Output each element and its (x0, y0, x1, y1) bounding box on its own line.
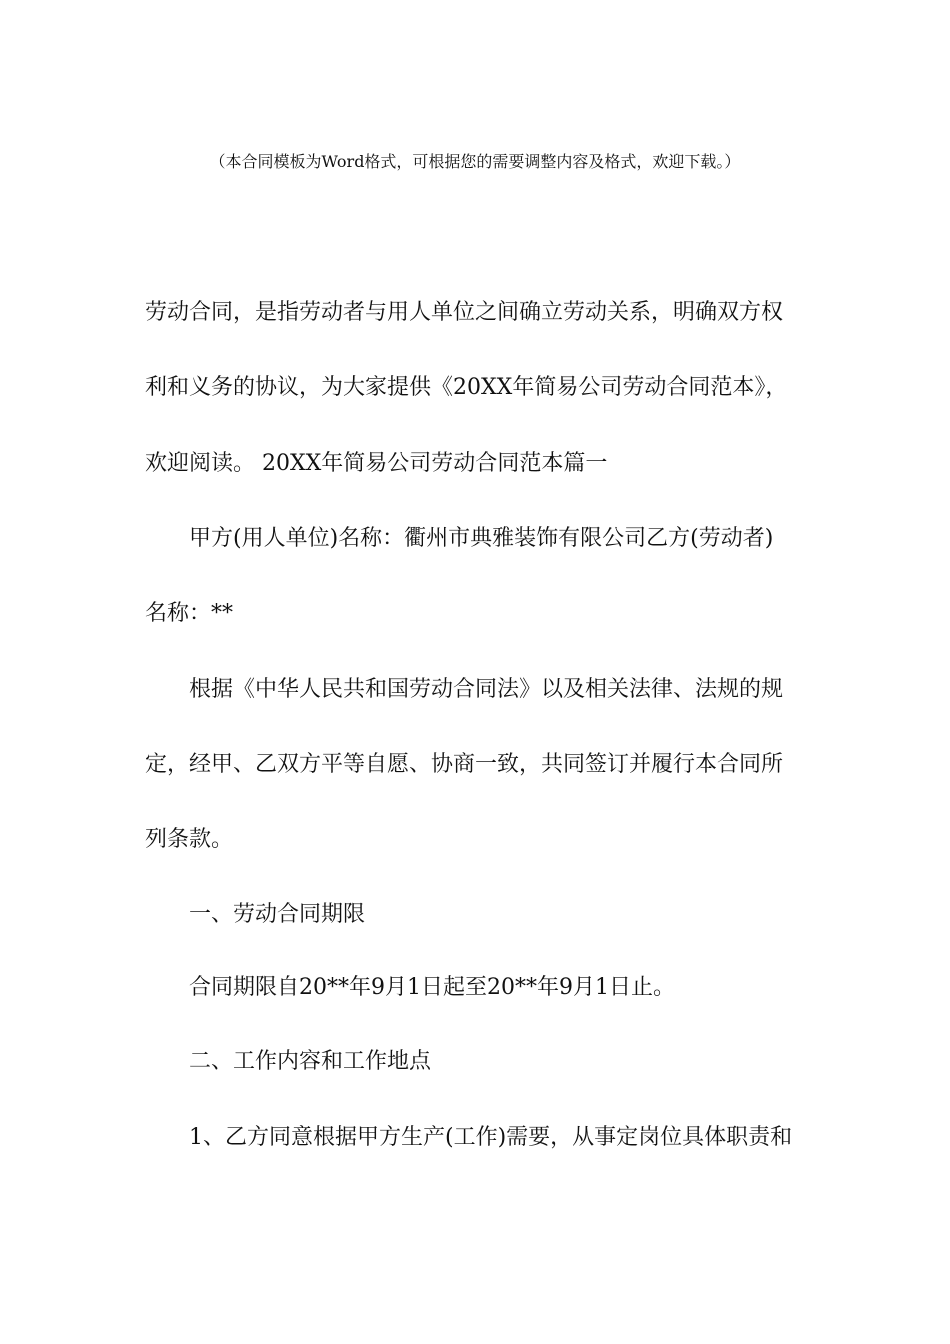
basis-line-3: 列条款。 (145, 827, 234, 852)
paragraph-line-intro-2: 利和义务的协议，为大家提供《20XX年简易公司劳动合同范本》， (145, 375, 788, 400)
parties-line-2: 名称：** (145, 601, 234, 626)
paragraph-line-intro-1: 劳动合同，是指劳动者与用人单位之间确立劳动关系，明确双方权 (145, 300, 784, 325)
paragraph-line-intro-3: 欢迎阅读。 20XX年简易公司劳动合同范本篇一 (145, 451, 608, 476)
template-note: （本合同模板为Word格式，可根据您的需要调整内容及格式，欢迎下载。） (209, 152, 741, 171)
basis-line-2: 定，经甲、乙双方平等自愿、协商一致，共同签订并履行本合同所 (145, 752, 784, 777)
term-line: 合同期限自20**年9月1日起至20**年9月1日止。 (189, 975, 675, 1000)
parties-line-1: 甲方(用人单位)名称：衢州市典雅装饰有限公司乙方(劳动者) (189, 526, 774, 551)
work-clause-line-1: 1、乙方同意根据甲方生产(工作)需要，从事定岗位具体职责和 (189, 1125, 793, 1150)
section-heading-term: 一、劳动合同期限 (189, 902, 366, 927)
section-heading-work: 二、工作内容和工作地点 (189, 1049, 432, 1074)
basis-line-1: 根据《中华人民共和国劳动合同法》以及相关法律、法规的规 (189, 677, 784, 702)
